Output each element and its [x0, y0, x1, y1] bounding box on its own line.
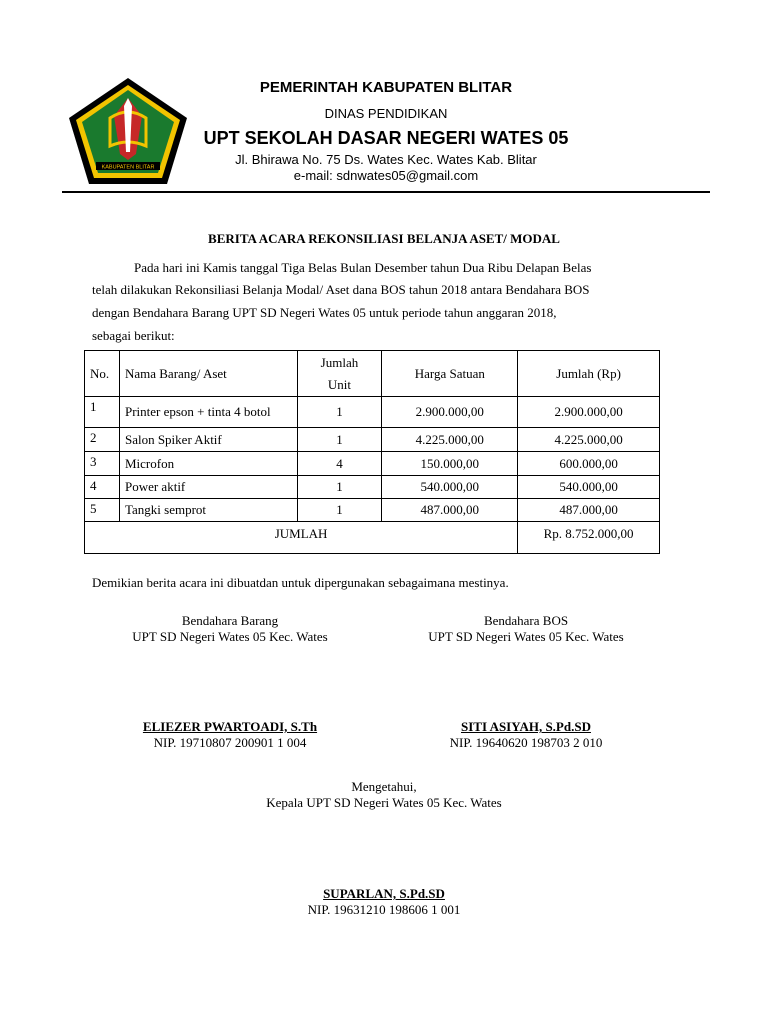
government-name: PEMERINTAH KABUPATEN BLITAR [259, 79, 513, 96]
table-row [85, 397, 660, 428]
row-price: 4.225.000,00 [382, 428, 518, 452]
header-qty-line-1: Jumlah [320, 354, 359, 370]
agency-name: DINAS PENDIDIKAN [324, 106, 448, 121]
table-row [85, 499, 660, 522]
row-name: Power aktif [119, 476, 297, 499]
right-signer-name: SITI ASIYAH, S.Pd.SD [461, 719, 591, 734]
right-signer-role: Bendahara BOS [483, 613, 569, 628]
row-total: 540.000,00 [518, 476, 660, 499]
table-total-row [85, 522, 660, 554]
header-name: Nama Barang/ Aset [119, 351, 297, 397]
asset-table [84, 350, 660, 554]
total-value: Rp. 8.752.000,00 [518, 522, 660, 554]
right-signer-nip: NIP. 19640620 198703 2 010 [449, 735, 603, 750]
school-email: e-mail: sdnwates05@gmail.com [293, 168, 479, 183]
row-total: 487.000,00 [518, 499, 660, 522]
document-title: BERITA ACARA REKONSILIASI BELANJA ASET/ MODAL [208, 231, 560, 246]
row-no: 5 [85, 499, 120, 522]
left-signer-unit: UPT SD Negeri Wates 05 Kec. Wates [132, 629, 328, 644]
school-name: UPT SEKOLAH DASAR NEGERI WATES 05 [203, 128, 569, 148]
row-price: 2.900.000,00 [382, 397, 518, 428]
row-no: 3 [85, 452, 120, 476]
row-total: 4.225.000,00 [518, 428, 660, 452]
table-row [85, 452, 660, 476]
opening-line-3: dengan Bendahara Barang UPT SD Negeri Wates 05 untuk periode tahun anggaran 2018, [92, 305, 557, 320]
left-signer-role: Bendahara Barang [181, 613, 279, 628]
letterhead-divider [62, 191, 710, 193]
total-label: JUMLAH [85, 522, 518, 554]
table-header-row [85, 351, 660, 397]
left-signer-name-block [84, 719, 376, 735]
row-total: 2.900.000,00 [518, 397, 660, 428]
row-no: 1 [85, 397, 120, 428]
row-qty: 1 [297, 476, 382, 499]
row-price: 540.000,00 [382, 476, 518, 499]
right-signer-name-block [380, 719, 672, 735]
row-qty: 4 [297, 452, 382, 476]
kabupaten-blitar-logo [66, 76, 190, 186]
header-price: Harga Satuan [382, 351, 518, 397]
left-signer-nip: NIP. 19710807 200901 1 004 [153, 735, 307, 750]
table-row [85, 476, 660, 499]
center-signer-name-block [184, 886, 584, 902]
closing-statement: Demikian berita acara ini dibuatdan untuk dipergunakan sebagaimana mestinya. [92, 575, 509, 590]
acknowledge-label: Mengetahui, [351, 779, 417, 794]
center-signer-nip: NIP. 19631210 198606 1 001 [307, 902, 461, 917]
header-qty-line-2: Unit [327, 376, 352, 392]
row-name: Salon Spiker Aktif [119, 428, 297, 452]
row-no: 4 [85, 476, 120, 499]
opening-line-1: Pada hari ini Kamis tanggal Tiga Belas Bulan Desember tahun Dua Ribu Delapan Belas [134, 260, 592, 275]
row-name: Printer epson + tinta 4 botol [119, 397, 297, 428]
row-qty: 1 [297, 397, 382, 428]
row-total: 600.000,00 [518, 452, 660, 476]
center-signer-name: SUPARLAN, S.Pd.SD [323, 886, 445, 901]
opening-line-4: sebagai berikut: [92, 328, 175, 343]
row-name: Tangki semprot [119, 499, 297, 522]
school-address: Jl. Bhirawa No. 75 Ds. Wates Kec. Wates Kab. Blitar [235, 152, 537, 167]
left-signer-name: ELIEZER PWARTOADI, S.Th [142, 719, 318, 734]
center-signer-role: Kepala UPT SD Negeri Wates 05 Kec. Wates [266, 795, 502, 810]
row-price: 487.000,00 [382, 499, 518, 522]
row-no: 2 [85, 428, 120, 452]
opening-line-2: telah dilakukan Rekonsiliasi Belanja Modal/ Aset dana BOS tahun 2018 antara Bendahara BOS [92, 282, 590, 297]
header-qty [297, 351, 382, 397]
right-signer-unit: UPT SD Negeri Wates 05 Kec. Wates [428, 629, 624, 644]
row-name: Microfon [119, 452, 297, 476]
header-no: No. [85, 351, 120, 397]
row-qty: 1 [297, 428, 382, 452]
row-qty: 1 [297, 499, 382, 522]
row-price: 150.000,00 [382, 452, 518, 476]
header-total: Jumlah (Rp) [518, 351, 660, 397]
logo-caption: KABUPATEN BLITAR [101, 164, 155, 171]
table-row [85, 428, 660, 452]
